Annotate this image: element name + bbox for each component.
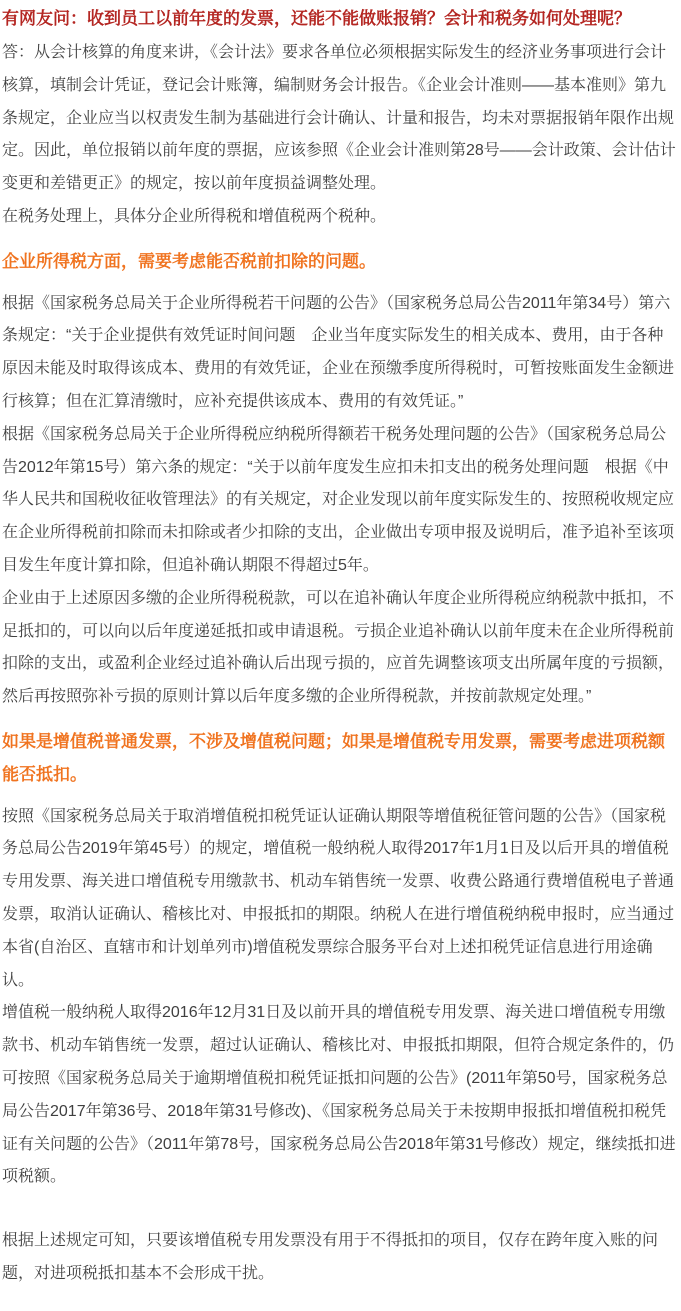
paragraph-pre-2017-invoices: 增值税一般纳税人取得2016年12月31日及以前开具的增值税专用发票、海关进口增值税专用缴款书、机动车销售统一发票，超过认证确认、稽核比对、申报抵扣期限，但符合规定条件的，仍可按照《国家税务总局关于逾期增值税扣税凭证抵扣问题的公告》(2011年第50号，国家税务总局公告2017年第36号、2018年第31号修改)、《国家税务总局关于未按期申报抵扣增值税扣税凭证有关问题的公告》（2011年第78号，国家税务总局公告2018年第31号修改）规定，继续抵扣进项税额。 <box>2 1004 676 1186</box>
heading-income-tax: 企业所得税方面，需要考虑能否税前扣除的问题。 <box>2 251 376 271</box>
paragraph-announcement-2012-15: 根据《国家税务总局关于企业所得税应纳税所得额若干税务处理问题的公告》（国家税务总局公告2012年第15号）第六条的规定：“关于以前年度发生应扣未扣支出的税务处理问题 根据《中华人民共和国税收征收管理法》的有关规定，对企业发现以前年度实际发生的、按照税收规定应在企业所得税前扣除而未扣除或者少扣除的支出，企业做出专项申报及说明后，准予追补至该项目发生年度计算扣除，但追补确认期限不得超过5年。 <box>2 425 675 574</box>
heading-vat: 如果是增值税普通发票，不涉及增值税问题；如果是增值税专用发票，需要考虑进项税额能否抵扣。 <box>2 731 665 784</box>
paragraph-answer-accounting: 答：从会计核算的角度来讲，《会计法》要求各单位必须根据实际发生的经济业务事项进行会计核算，填制会计凭证，登记会计账簿，编制财务会计报告。《企业会计准则——基本准则》第九条规定，企业应当以权责发生制为基础进行会计确认、计量和报告，均未对票据报销年限作出规定。因此，单位报销以前年度的票据，应该参照《企业会计准则第28号——会计政策、会计估计变更和差错更正》的规定，按以前年度损益调整处理。 <box>2 44 676 193</box>
paragraph-announcement-2011-34: 根据《国家税务总局关于企业所得税若干问题的公告》（国家税务总局公告2011年第34号）第六条规定：“关于企业提供有效凭证时间问题 企业当年度实际发生的相关成本、费用，由于各种原因未能及时取得该成本、费用的有效凭证，企业在预缴季度所得税时，可暂按账面发生金额进行核算；但在汇算清缴时，应补充提供该成本、费用的有效凭证。” <box>2 294 675 410</box>
paragraph-announcement-2019-45: 按照《国家税务总局关于取消增值税扣税凭证认证确认期限等增值税征管问题的公告》（国家税务总局公告2019年第45号）的规定，增值税一般纳税人取得2017年1月1日及以后开具的增值税专用发票、海关进口增值税专用缴款书、机动车销售统一发票、收费公路通行费增值税电子普通发票，取消认证确认、稽核比对、申报抵扣的期限。纳税人在进行增值税纳税申报时，应当通过本省(自治区、直辖市和计划单列市)增值税发票综合服务平台对上述扣税凭证信息进行用途确认。 <box>2 807 675 989</box>
article-title: 有网友问：收到员工以前年度的发票，还能不能做账报销？会计和税务如何处理呢？ <box>2 9 631 28</box>
paragraph-conclusion: 根据上述规定可知，只要该增值税专用发票没有用于不得抵扣的项目，仅存在跨年度入账的问题，对进项税抵扣基本不会形成干扰。 <box>2 1232 659 1282</box>
paragraph-overpaid-tax-treatment: 企业由于上述原因多缴的企业所得税税款，可以在追补确认年度企业所得税应纳税款中抵扣，不足抵扣的，可以向以后年度递延抵扣或申请退税。亏损企业追补确认以前年度未在企业所得税前扣除的支出，或盈利企业经过追补确认后出现亏损的，应首先调整该项支出所属年度的亏损额，然后再按照弥补亏损的原则计算以后年度多缴的企业所得税款，并按前款规定处理。” <box>2 589 675 706</box>
blank-line-spacer <box>2 1194 677 1225</box>
paragraph-tax-overview: 在税务处理上，具体分企业所得税和增值税两个税种。 <box>2 207 387 225</box>
